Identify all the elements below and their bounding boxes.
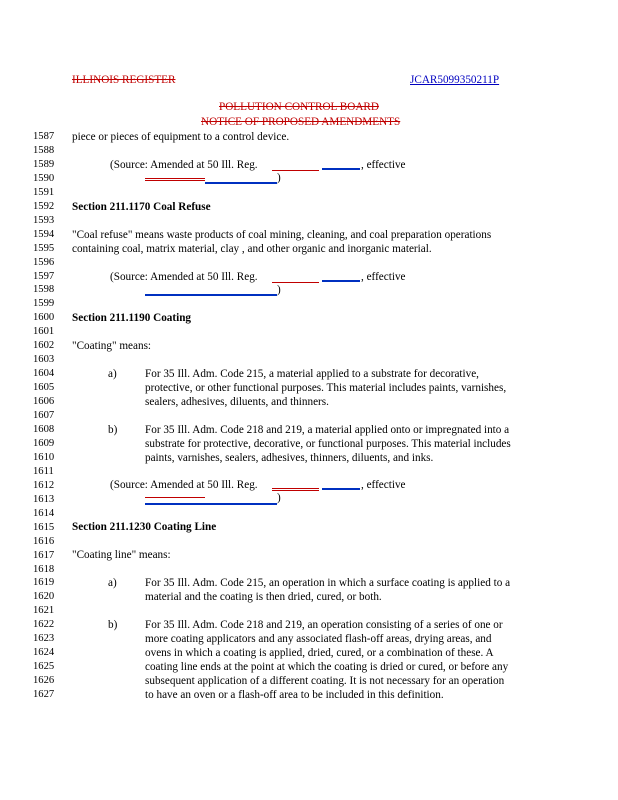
text-line-1625: coating line ends at the point at which the coating is dried or cured, or before any [145, 661, 509, 673]
line-number: 1605 [33, 382, 55, 394]
text-line-1602: "Coating" means: [72, 340, 152, 352]
source-prefix: (Source: Amended at 50 Ill. Reg. [110, 159, 258, 171]
inserted-blank [322, 280, 360, 282]
section-heading-1170: Section 211.1170 Coal Refuse [72, 201, 211, 213]
line-number: 1597 [33, 270, 55, 282]
section-heading-1230: Section 211.1230 Coating Line [72, 521, 217, 533]
inserted-blank [205, 182, 277, 184]
line-number: 1612 [33, 479, 55, 491]
line-number: 1609 [33, 437, 55, 449]
line-number: 1622 [33, 619, 55, 631]
register-title: ILLINOIS REGISTER [72, 74, 176, 86]
text-line-1623: more coating applicators and any associated flash-off areas, drying areas, and [145, 633, 492, 645]
line-number: 1610 [33, 451, 55, 463]
source-prefix: (Source: Amended at 50 Ill. Reg. [110, 271, 258, 283]
text-line-1627: to have an oven or a flash-off area to be included in this definition. [145, 689, 444, 701]
line-number: 1618 [33, 563, 55, 575]
line-number: 1625 [33, 661, 55, 673]
source-note-2 [110, 271, 258, 283]
source-effective: , effective [361, 159, 406, 171]
agency-name: POLLUTION CONTROL BOARD [219, 101, 379, 113]
line-number: 1596 [33, 256, 55, 268]
line-number: 1590 [33, 172, 55, 184]
deleted-blank [272, 488, 319, 489]
text-line-1594: "Coal refuse" means waste products of coal mining, cleaning, and coal preparation operations [72, 229, 492, 241]
line-number: 1595 [33, 242, 55, 254]
inserted-blank [145, 294, 277, 296]
source-effective: , effective [361, 271, 406, 283]
line-number: 1599 [33, 298, 55, 310]
closing-paren: ) [277, 492, 281, 504]
text-line-1626: subsequent application of a different coating. It is not necessary for an operation [145, 675, 505, 687]
deleted-blank [272, 282, 319, 283]
line-number: 1608 [33, 423, 55, 435]
line-number: 1611 [33, 465, 54, 477]
inserted-blank [145, 503, 277, 505]
item-label-b: b) [108, 424, 118, 436]
text-line-1610: paints, varnishes, sealers, adhesives, thinners, diluents, and inks. [145, 452, 434, 464]
inserted-blank [322, 168, 360, 170]
source-prefix: (Source: Amended at 50 Ill. Reg. [110, 479, 258, 491]
source-effective: , effective [361, 479, 406, 491]
closing-paren: ) [277, 172, 281, 184]
line-number: 1588 [33, 144, 55, 156]
text-line-1617: "Coating line" means: [72, 549, 171, 561]
line-number: 1601 [33, 326, 55, 338]
deleted-blank [272, 170, 319, 171]
text-line-1587: piece or pieces of equipment to a control device. [72, 131, 290, 143]
section-heading-1190: Section 211.1190 Coating [72, 312, 192, 324]
text-line-1609: substrate for protective, decorative, or functional purposes. This material includes [145, 438, 511, 450]
inserted-blank [322, 488, 360, 490]
line-number: 1604 [33, 368, 55, 380]
line-number: 1606 [33, 396, 55, 408]
item-label-b: b) [108, 619, 118, 631]
text-line-1595: containing coal, matrix material, clay , and other organic and inorganic material. [72, 243, 432, 255]
line-number: 1591 [33, 186, 55, 198]
line-number: 1615 [33, 521, 55, 533]
text-line-1624: ovens in which a coating is applied, dried, cured, or a combination of these. A [145, 647, 494, 659]
text-line-1606: sealers, adhesives, diluents, and thinners. [145, 396, 329, 408]
source-note-3 [110, 479, 258, 491]
line-number: 1626 [33, 675, 55, 686]
deleted-blank [272, 490, 319, 491]
item-label-a: a) [108, 368, 117, 380]
line-number: 1617 [33, 549, 55, 561]
text-line-1622: For 35 Ill. Adm. Code 218 and 219, an operation consisting of a series of one or [145, 619, 503, 631]
line-number: 1589 [33, 158, 55, 170]
closing-paren: ) [277, 284, 281, 296]
text-line-1604: For 35 Ill. Adm. Code 215, a material applied to a substrate for decorative, [145, 368, 479, 380]
line-number: 1613 [33, 493, 55, 505]
line-number: 1587 [33, 131, 55, 142]
document-id-link[interactable]: JCAR5099350211P [410, 74, 500, 86]
line-number: 1594 [33, 228, 55, 240]
line-number: 1620 [33, 591, 55, 603]
line-number: 1627 [33, 689, 55, 700]
line-number: 1619 [33, 577, 55, 589]
text-line-1620: material and the coating is then dried, cured, or both. [145, 591, 382, 603]
text-line-1608: For 35 Ill. Adm. Code 218 and 219, a material applied onto or impregnated into a [145, 424, 510, 436]
item-label-a: a) [108, 577, 117, 589]
line-number: 1600 [33, 312, 55, 324]
source-note-1 [110, 159, 258, 171]
deleted-blank [145, 497, 205, 498]
line-number: 1623 [33, 633, 55, 645]
line-number: 1598 [33, 284, 55, 296]
line-number: 1621 [33, 605, 55, 617]
line-number: 1607 [33, 410, 55, 421]
text-line-1619: For 35 Ill. Adm. Code 215, an operation in which a surface coating is applied to a [145, 577, 511, 589]
line-number: 1593 [33, 214, 55, 226]
line-number: 1603 [33, 354, 55, 366]
deleted-blank [145, 178, 205, 179]
line-number: 1616 [33, 535, 55, 547]
line-number: 1614 [33, 507, 55, 519]
deleted-blank [145, 180, 205, 181]
line-number: 1602 [33, 340, 55, 352]
text-line-1605: protective, or other functional purposes. This material includes paints, varnishes, [145, 382, 507, 394]
notice-title: NOTICE OF PROPOSED AMENDMENTS [201, 116, 401, 128]
line-number: 1592 [33, 200, 55, 212]
line-number: 1624 [33, 647, 55, 659]
